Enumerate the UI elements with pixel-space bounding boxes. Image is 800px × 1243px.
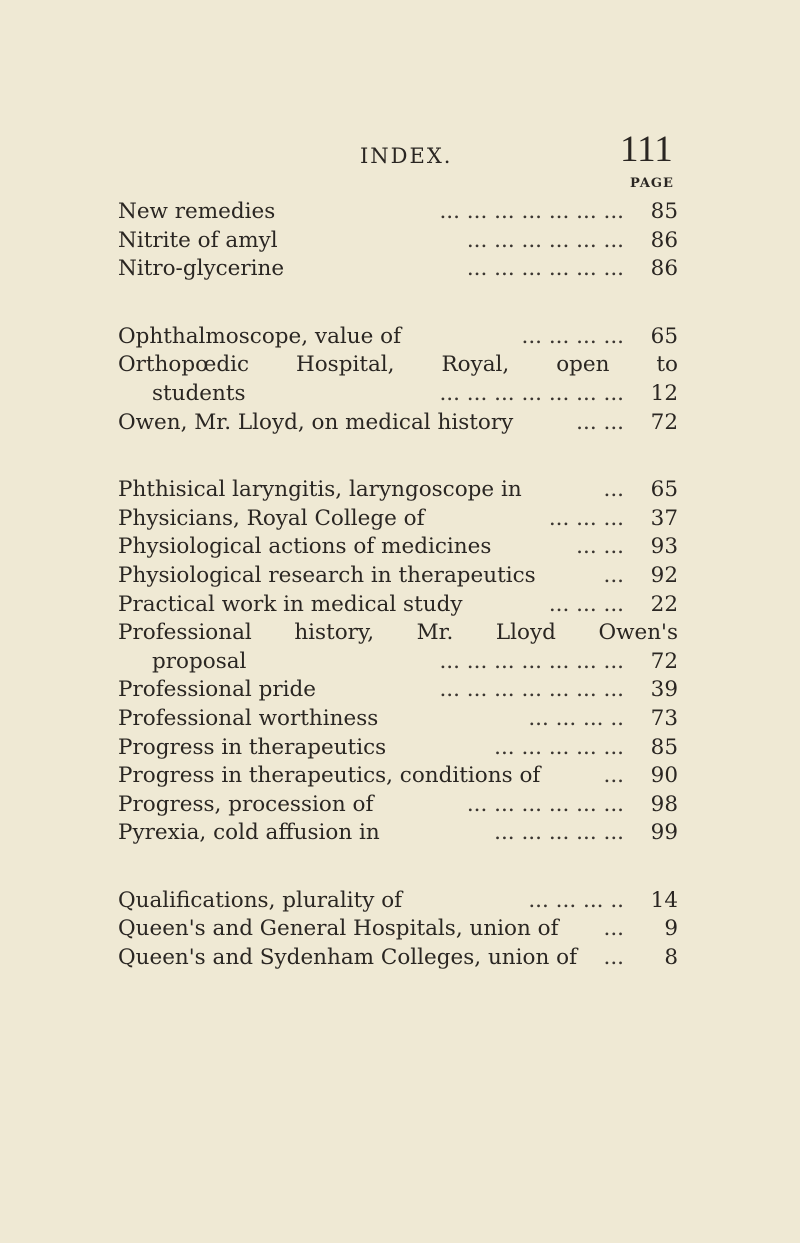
entry-text: Professional pride — [118, 677, 317, 703]
leader-dots: ... ... ... ... ... ... — [466, 791, 624, 817]
entry-text: Professional worthiness — [118, 705, 379, 731]
group-spacer — [118, 437, 678, 476]
entry-text: Qualifications, plurality of — [118, 887, 403, 913]
entry-page-number: 85 — [650, 734, 678, 760]
entry-page-number: 90 — [650, 763, 678, 789]
page-number: 111 — [620, 129, 673, 170]
group-spacer — [118, 284, 678, 323]
leader-dots: ... ... ... ... ... ... ... — [439, 199, 624, 224]
entry-page-number: 9 — [664, 916, 678, 942]
entry-page-number: 22 — [650, 591, 678, 617]
leader-dots: ... ... ... ... ... ... — [466, 256, 624, 282]
entry-text: Physiological research in therapeutics — [118, 562, 536, 588]
index-entry — [118, 791, 678, 820]
index-entry — [118, 705, 678, 734]
entry-text: Progress, procession of — [118, 791, 374, 817]
leader-dots: ... ... — [576, 409, 624, 435]
leader-dots: ... ... ... .. — [528, 705, 624, 731]
entry-text: Practical work in medical study — [118, 591, 463, 617]
index-entry — [118, 409, 678, 438]
index-entry — [118, 562, 678, 591]
entry-page-number: 12 — [650, 380, 678, 406]
entry-page-number: 92 — [650, 562, 678, 588]
entry-text: Nitrite of amyl — [118, 227, 278, 253]
index-list — [118, 198, 678, 973]
index-entry — [118, 887, 678, 916]
index-entry — [118, 227, 678, 256]
index-entry — [118, 648, 678, 677]
entry-text: Progress in therapeutics — [118, 734, 387, 760]
entry-text: Progress in therapeutics, conditions of — [118, 763, 541, 789]
entry-text: Orthopœdic Hospital, Royal, open to — [118, 352, 678, 378]
leader-dots: ... ... ... — [548, 591, 624, 617]
page-column-label: PAGE — [630, 176, 674, 191]
entry-text: Physiological actions of medicines — [118, 534, 492, 560]
entry-text: Queen's and General Hospitals, union of — [118, 916, 559, 942]
leader-dots: ... — [603, 763, 624, 789]
entry-page-number: 86 — [650, 256, 678, 282]
index-entry — [118, 351, 678, 380]
leader-dots: ... ... ... ... — [521, 323, 624, 349]
entry-text: Queen's and Sydenham Colleges, union of — [118, 945, 578, 971]
leader-dots: ... ... ... ... ... ... ... — [439, 677, 624, 703]
index-entry — [118, 198, 678, 227]
entry-page-number: 65 — [650, 477, 678, 503]
entry-page-number: 73 — [650, 705, 678, 731]
leader-dots: ... ... ... .. — [528, 887, 624, 913]
entry-page-number: 72 — [650, 648, 678, 674]
entry-text: Nitro-glycerine — [118, 256, 285, 282]
entry-page-number: 65 — [650, 323, 678, 349]
entry-text: New remedies — [118, 199, 276, 224]
entry-text: Professional history, Mr. Lloyd Owen's — [118, 620, 678, 646]
entry-page-number: 39 — [650, 677, 678, 703]
entry-page-number: 37 — [650, 505, 678, 531]
leader-dots: ... ... ... ... ... ... ... — [439, 380, 624, 406]
entry-page-number: 86 — [650, 227, 678, 253]
index-entry — [118, 255, 678, 284]
index-entry — [118, 533, 678, 562]
entry-page-number: 98 — [650, 791, 678, 817]
entry-page-number: 72 — [650, 409, 678, 435]
index-entry — [118, 619, 678, 648]
page-header — [0, 128, 800, 188]
entry-page-number: 8 — [664, 945, 678, 971]
index-entry — [118, 915, 678, 944]
leader-dots: ... ... ... — [548, 505, 624, 531]
leader-dots: ... ... ... ... ... — [494, 734, 624, 760]
group-spacer — [118, 848, 678, 887]
index-entry — [118, 380, 678, 409]
entry-page-number: 99 — [650, 820, 678, 846]
entry-text: Pyrexia, cold affusion in — [118, 820, 380, 846]
index-entry — [118, 734, 678, 763]
entry-text: proposal — [152, 648, 247, 674]
entry-page-number: 14 — [650, 887, 678, 913]
leader-dots: ... ... ... ... ... ... ... — [439, 648, 624, 674]
index-entry — [118, 476, 678, 505]
index-entry — [118, 676, 678, 705]
index-entry — [118, 762, 678, 791]
leader-dots: ... — [603, 562, 624, 588]
index-entry — [118, 819, 678, 848]
leader-dots: ... — [603, 477, 624, 503]
leader-dots: ... — [603, 916, 624, 942]
index-entry — [118, 323, 678, 352]
index-entry — [118, 944, 678, 973]
entry-text: Owen, Mr. Lloyd, on medical history — [118, 409, 514, 435]
entry-text: students — [152, 380, 246, 406]
entry-text: Ophthalmoscope, value of — [118, 323, 402, 349]
entry-text: Physicians, Royal College of — [118, 505, 425, 531]
leader-dots: ... ... — [576, 534, 624, 560]
index-entry — [118, 505, 678, 534]
leader-dots: ... — [603, 945, 624, 971]
page-title: INDEX. — [360, 144, 453, 168]
leader-dots: ... ... ... ... ... ... — [466, 227, 624, 253]
index-entry — [118, 591, 678, 620]
entry-text: Phthisical laryngitis, laryngoscope in — [118, 477, 522, 503]
entry-page-number: 85 — [650, 199, 678, 224]
entry-page-number: 93 — [650, 534, 678, 560]
leader-dots: ... ... ... ... ... — [494, 820, 624, 846]
